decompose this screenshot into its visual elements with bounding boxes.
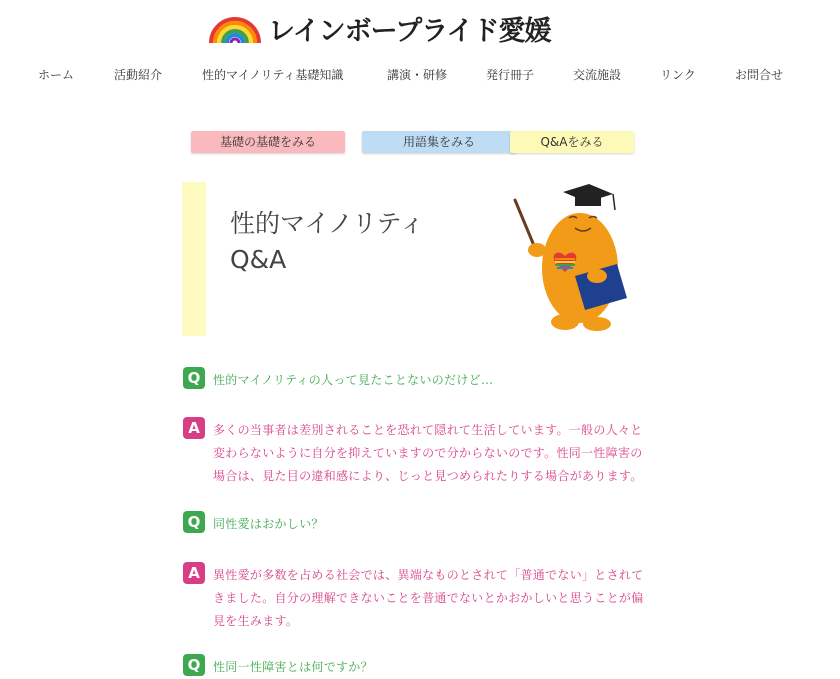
question-text: 性同一性障害とは何ですか？: [213, 660, 373, 674]
question-badge: Q: [183, 654, 205, 676]
rainbow-logo-icon: [208, 11, 262, 45]
nav-item-basics[interactable]: 性的マイノリティ基礎知識: [202, 68, 344, 82]
answer-badge: A: [183, 417, 205, 439]
basics-button[interactable]: 基礎の基礎をみる: [191, 131, 345, 153]
nav-item-facilities[interactable]: 交流施設: [573, 68, 622, 82]
glossary-button[interactable]: 用語集をみる: [362, 131, 516, 153]
nav-item-activities[interactable]: 活動紹介: [114, 68, 163, 82]
nav-item-contact[interactable]: お問合せ: [735, 68, 784, 82]
nav-item-publications[interactable]: 発行冊子: [486, 68, 535, 82]
nav-item-home[interactable]: ホーム: [38, 68, 75, 82]
site-logo[interactable]: [208, 10, 551, 46]
mascot-illustration: [505, 180, 640, 340]
question-badge: Q: [183, 511, 205, 533]
page-title-line1: 性的マイノリティ: [230, 209, 425, 238]
main-nav: [0, 66, 840, 86]
question-text: 同性愛はおかしい？: [213, 517, 324, 531]
page-title-line2: Q&A: [230, 245, 287, 274]
answer-text: 多くの当事者は差別されることを恐れて隠れて生活しています。一般の人々と変わらないように自分を抑えていますので分からないのです。性同一性障害の場合は、見た目の違和感により、じっと見つめられたりする場合があります。: [213, 423, 643, 483]
nav-item-lectures[interactable]: 講演・研修: [387, 68, 448, 82]
qa-button[interactable]: Q&Aをみる: [510, 131, 634, 153]
question-text: 性的マイノリティの人って見たことないのだけど…: [213, 373, 494, 387]
site-title: レインボープライド愛媛: [268, 15, 551, 47]
title-accent-bar: [182, 182, 206, 336]
nav-item-links[interactable]: リンク: [660, 68, 696, 82]
page-title: [230, 206, 425, 278]
answer-text: 異性愛が多数を占める社会では、異端なものとされて「普通でない」とされてきました。自分の理解できないことを普通でないとかおかしいと思うことが偏見を生みます。: [213, 568, 644, 628]
answer-badge: A: [183, 562, 205, 584]
question-badge: Q: [183, 367, 205, 389]
